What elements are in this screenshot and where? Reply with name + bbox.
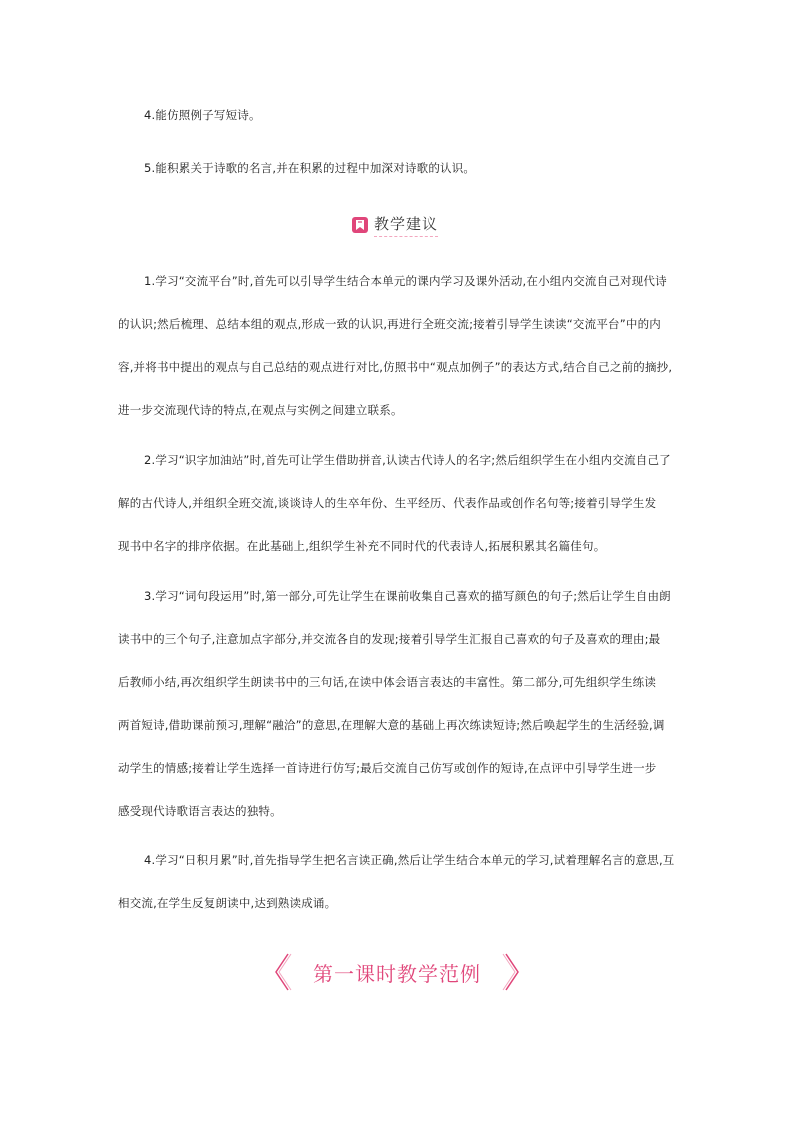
suggestion-1: 1.学习“交流平台”时,首先可以引导学生结合本单元的课内学习及课外活动,在小组内交流自己对现代诗 的认识;然后梳理、总结本组的观点,形成一致的认识,再进行全班交流;接着引导学生读读“交流平台”中的内 容,并将书中提出的观点与自己总结的观点进行对比,仿照书中“观点加例子”的表达方式,结合自己之前的摘抄, 进一步交流现代诗的特点,在观点与实例之间建立联系。: [118, 274, 673, 417]
suggestion-2: 2.学习“识字加油站”时,首先可让学生借助拼音,认读古代诗人的名字;然后组织学生在小组内交流自己了 解的古代诗人,并组织全班交流,谈谈诗人的生卒年份、生平经历、代表作品或创作名句等;接着引导学生发 现书中名字的排序依据。在此基础上,组织学生补充不同时代的代表诗人,拓展积累其名篇佳句。: [118, 453, 671, 553]
section-title: 教学建议: [374, 213, 438, 237]
section-heading: [352, 213, 438, 237]
right-angle-bracket-icon: [502, 952, 522, 992]
suggestion-4: 4.学习“日积月累”时,首先指导学生把名言读正确,然后让学生结合本单元的学习,试着理解名言的意思,互 相交流,在学生反复朗读中,达到熟读成诵。: [118, 853, 675, 910]
objective-item-4: 4.能仿照例子写短诗。: [144, 108, 261, 122]
lesson-banner-title: 第一课时教学范例: [313, 962, 481, 986]
bookmark-icon: [352, 217, 368, 233]
lesson-banner: [272, 952, 522, 992]
objective-item-5: 5.能积累关于诗歌的名言,并在积累的过程中加深对诗歌的认识。: [144, 161, 476, 175]
suggestion-3: 3.学习“词句段运用”时,第一部分,可先让学生在课前收集自己喜欢的描写颜色的句子;然后让学生自由朗 读书中的三个句子,注意加点字部分,并交流各自的发现;接着引导学生汇报自己喜欢的句子及喜欢的理由;最 后教师小结,再次组织学生朗读书中的三句话,在读中体会语言表达的丰富性。第二部分,可先组织学生练读 两首短诗,借助课前预习,理解“融洽”的意思,在理解大意的基础上再次练读短诗;然后唤起学生的生活经验,调 动学生的情感;接着让学生选择一首诗进行仿写;最后交流自己仿写或创作的短诗,在点评中引导学生进一步 感受现代诗歌语言表达的独特。: [118, 589, 671, 818]
